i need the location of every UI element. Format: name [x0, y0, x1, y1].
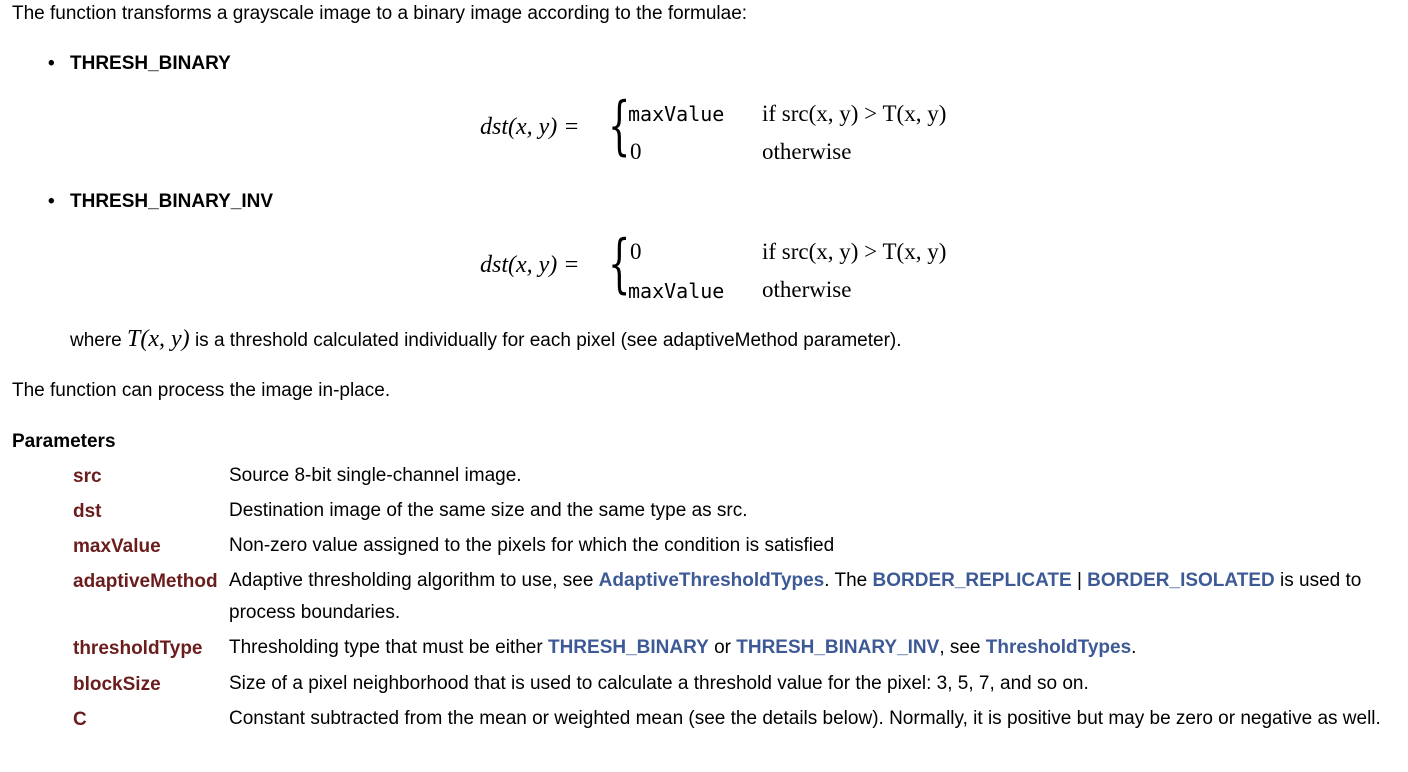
param-name-maxvalue: maxValue: [73, 536, 161, 557]
row2-value: maxValue: [628, 279, 725, 303]
link-border-isolated[interactable]: BORDER_ISOLATED: [1087, 570, 1275, 591]
row1-condition: if src(x, y) > T(x, y): [762, 239, 947, 264]
desc-text: |: [1071, 570, 1088, 591]
param-name-src: src: [73, 466, 102, 487]
formula-lhs: dst(x, y) =: [480, 252, 580, 278]
bullet-dot: •: [48, 53, 55, 74]
bullet-thresh-binary-inv: [48, 191, 273, 213]
bullet-label: THRESH_BINARY_INV: [70, 191, 274, 212]
link-thresh-binary-inv[interactable]: THRESH_BINARY_INV: [736, 637, 940, 658]
param-name-thresholdtype: thresholdType: [73, 638, 203, 659]
bullet-label: THRESH_BINARY: [70, 53, 231, 74]
link-adaptive-threshold-types[interactable]: AdaptiveThresholdTypes: [598, 570, 825, 591]
param-desc-adaptivemethod: [229, 565, 1394, 629]
param-name-dst: dst: [73, 501, 102, 522]
desc-text: Adaptive thresholding algorithm to use, see: [229, 570, 599, 591]
row2-value: 0: [630, 139, 642, 164]
desc-text: or: [708, 637, 737, 658]
row1-value: 0: [630, 239, 642, 264]
bullet-thresh-binary: [48, 53, 231, 75]
formula-thresh-binary-inv: [480, 227, 1040, 306]
link-threshold-types[interactable]: ThresholdTypes: [985, 637, 1132, 658]
brace-symbol: {: [608, 89, 631, 163]
where-note: [70, 326, 902, 353]
param-desc-c: Constant subtracted from the mean or weighted mean (see the details below). Normally, it is positive but may be zero or negative as well.: [229, 708, 1381, 729]
bullet-dot: •: [48, 191, 55, 212]
link-border-replicate[interactable]: BORDER_REPLICATE: [872, 570, 1072, 591]
param-desc-thresholdtype: [229, 632, 1394, 664]
intro-text: The function transforms a grayscale image to a binary image according to the formulae:: [12, 3, 748, 24]
desc-text: . The: [824, 570, 873, 591]
desc-text: .: [1131, 637, 1137, 658]
param-name-adaptivemethod: adaptiveMethod: [73, 571, 218, 592]
formula-lhs: dst(x, y) =: [480, 114, 580, 140]
inplace-text: The function can process the image in-place.: [12, 380, 391, 401]
parameters-heading: Parameters: [12, 431, 116, 452]
link-thresh-binary[interactable]: THRESH_BINARY: [547, 637, 709, 658]
desc-text: , see: [939, 637, 986, 658]
where-suffix: is a threshold calculated individually for each pixel (see adaptiveMethod parameter).: [194, 330, 902, 351]
param-desc-dst: Destination image of the same size and the same type as src.: [229, 500, 748, 521]
brace-symbol: {: [608, 227, 631, 301]
row1-condition: if src(x, y) > T(x, y): [762, 101, 947, 126]
row2-condition: otherwise: [762, 277, 852, 302]
desc-text: is used to process boundaries.: [229, 570, 1362, 623]
param-name-c: C: [73, 709, 87, 730]
where-prefix: where: [70, 330, 122, 351]
row1-value: maxValue: [628, 102, 725, 126]
param-desc-maxvalue: Non-zero value assigned to the pixels for which the condition is satisfied: [229, 535, 835, 556]
desc-text: Thresholding type that must be either: [229, 637, 548, 658]
param-desc-blocksize: Size of a pixel neighborhood that is used to calculate a threshold value for the pixel: 3, 5, 7, and so on.: [229, 673, 1089, 694]
param-desc-src: Source 8-bit single-channel image.: [229, 465, 522, 486]
param-name-blocksize: blockSize: [73, 674, 161, 695]
row2-condition: otherwise: [762, 139, 852, 164]
formula-thresh-binary: [480, 89, 1040, 168]
threshold-math: T(x, y): [127, 326, 190, 352]
